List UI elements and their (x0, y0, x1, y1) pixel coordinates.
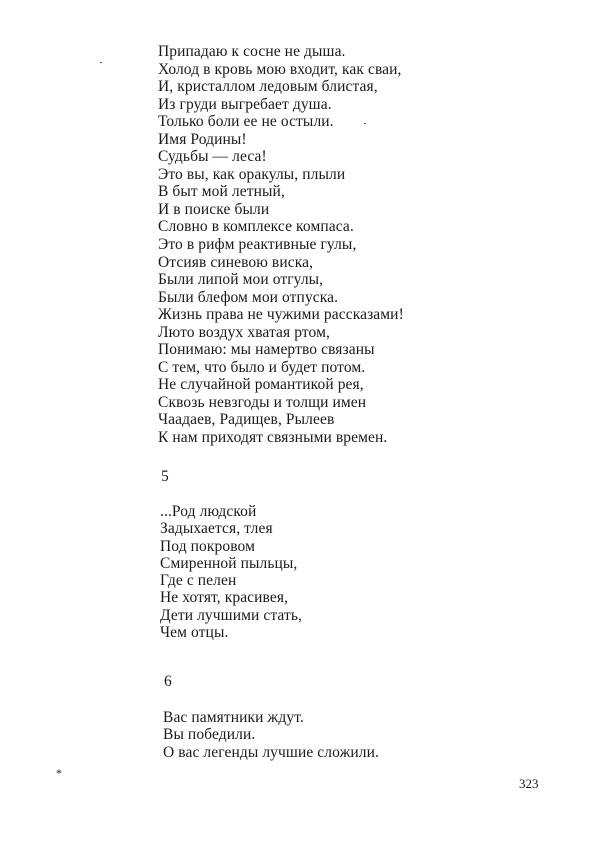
poem-line: Жизнь права не чужими рассказами! (158, 306, 404, 324)
poem-line: В быт мой летный, (158, 183, 285, 201)
poem-line: Где с пелен (160, 572, 237, 590)
poem-line: С тем, что было и будет потом. (158, 358, 366, 376)
poem-line: Сквозь невзгоды и толщи имен (158, 393, 367, 411)
poem-main-stanza (158, 43, 404, 447)
poem-line: Судьбы — леса! (158, 148, 267, 166)
poem-line: Понимаю: мы намертво связаны (158, 341, 375, 359)
poem-line: Имя Родины! (158, 130, 247, 148)
poem-line: Люто воздух хватая ртом, (158, 323, 330, 341)
poem-line: Это вы, как оракулы, плыли (158, 165, 346, 183)
poem-section-5-stanza (160, 503, 302, 641)
section-number: 5 (161, 468, 169, 485)
poem-line: К нам приходят связными времен. (158, 429, 388, 447)
poem-line: Вас памятники ждут. (163, 709, 304, 726)
page-number: 323 (519, 776, 539, 791)
poem-line: Только боли ее не остыли. (158, 113, 334, 131)
poem-line: Не случайной романтикой рея, (158, 376, 364, 394)
print-speck (100, 62, 102, 63)
poem-line: И в поиске были (158, 200, 270, 218)
poem-line: Были блефом мои отпуска. (158, 288, 339, 306)
print-speck (364, 123, 366, 124)
footnote-star-mark: * (56, 766, 62, 780)
section-number: 6 (164, 673, 172, 690)
poem-line: Холод в кровь мою входит, как сваи, (158, 60, 402, 78)
poem-line: О вас легенды лучшие сложили. (163, 743, 379, 761)
poem-line: Отсияв синевою виска, (158, 253, 314, 271)
poem-line: Дети лучшими стать, (160, 606, 303, 624)
poem-line: Словно в комплексе компаса. (158, 218, 354, 236)
poem-line: Чаадаев, Радищев, Рылеев (158, 411, 335, 429)
poem-line: И, кристаллом ледовым блистая, (158, 78, 378, 96)
poem-line: Вы победили. (163, 726, 256, 744)
poem-line: Были липой мои отгулы, (158, 271, 324, 289)
poem-line: ...Род людской (160, 503, 257, 520)
poem-line: Не хотят, красивея, (160, 589, 289, 607)
poem-line: Чем отцы. (160, 624, 229, 642)
poem-line: Смиренной пыльцы, (160, 554, 298, 572)
poem-line: Под покровом (160, 537, 256, 555)
poem-line: Задыхается, тлея (160, 520, 273, 538)
poem-line: Припадаю к сосне не дыша. (158, 43, 346, 60)
poem-section-6-stanza (163, 709, 379, 761)
poem-line: Из груди выгребает душа. (158, 95, 332, 113)
poem-line: Это в рифм реактивные гулы, (158, 236, 357, 254)
